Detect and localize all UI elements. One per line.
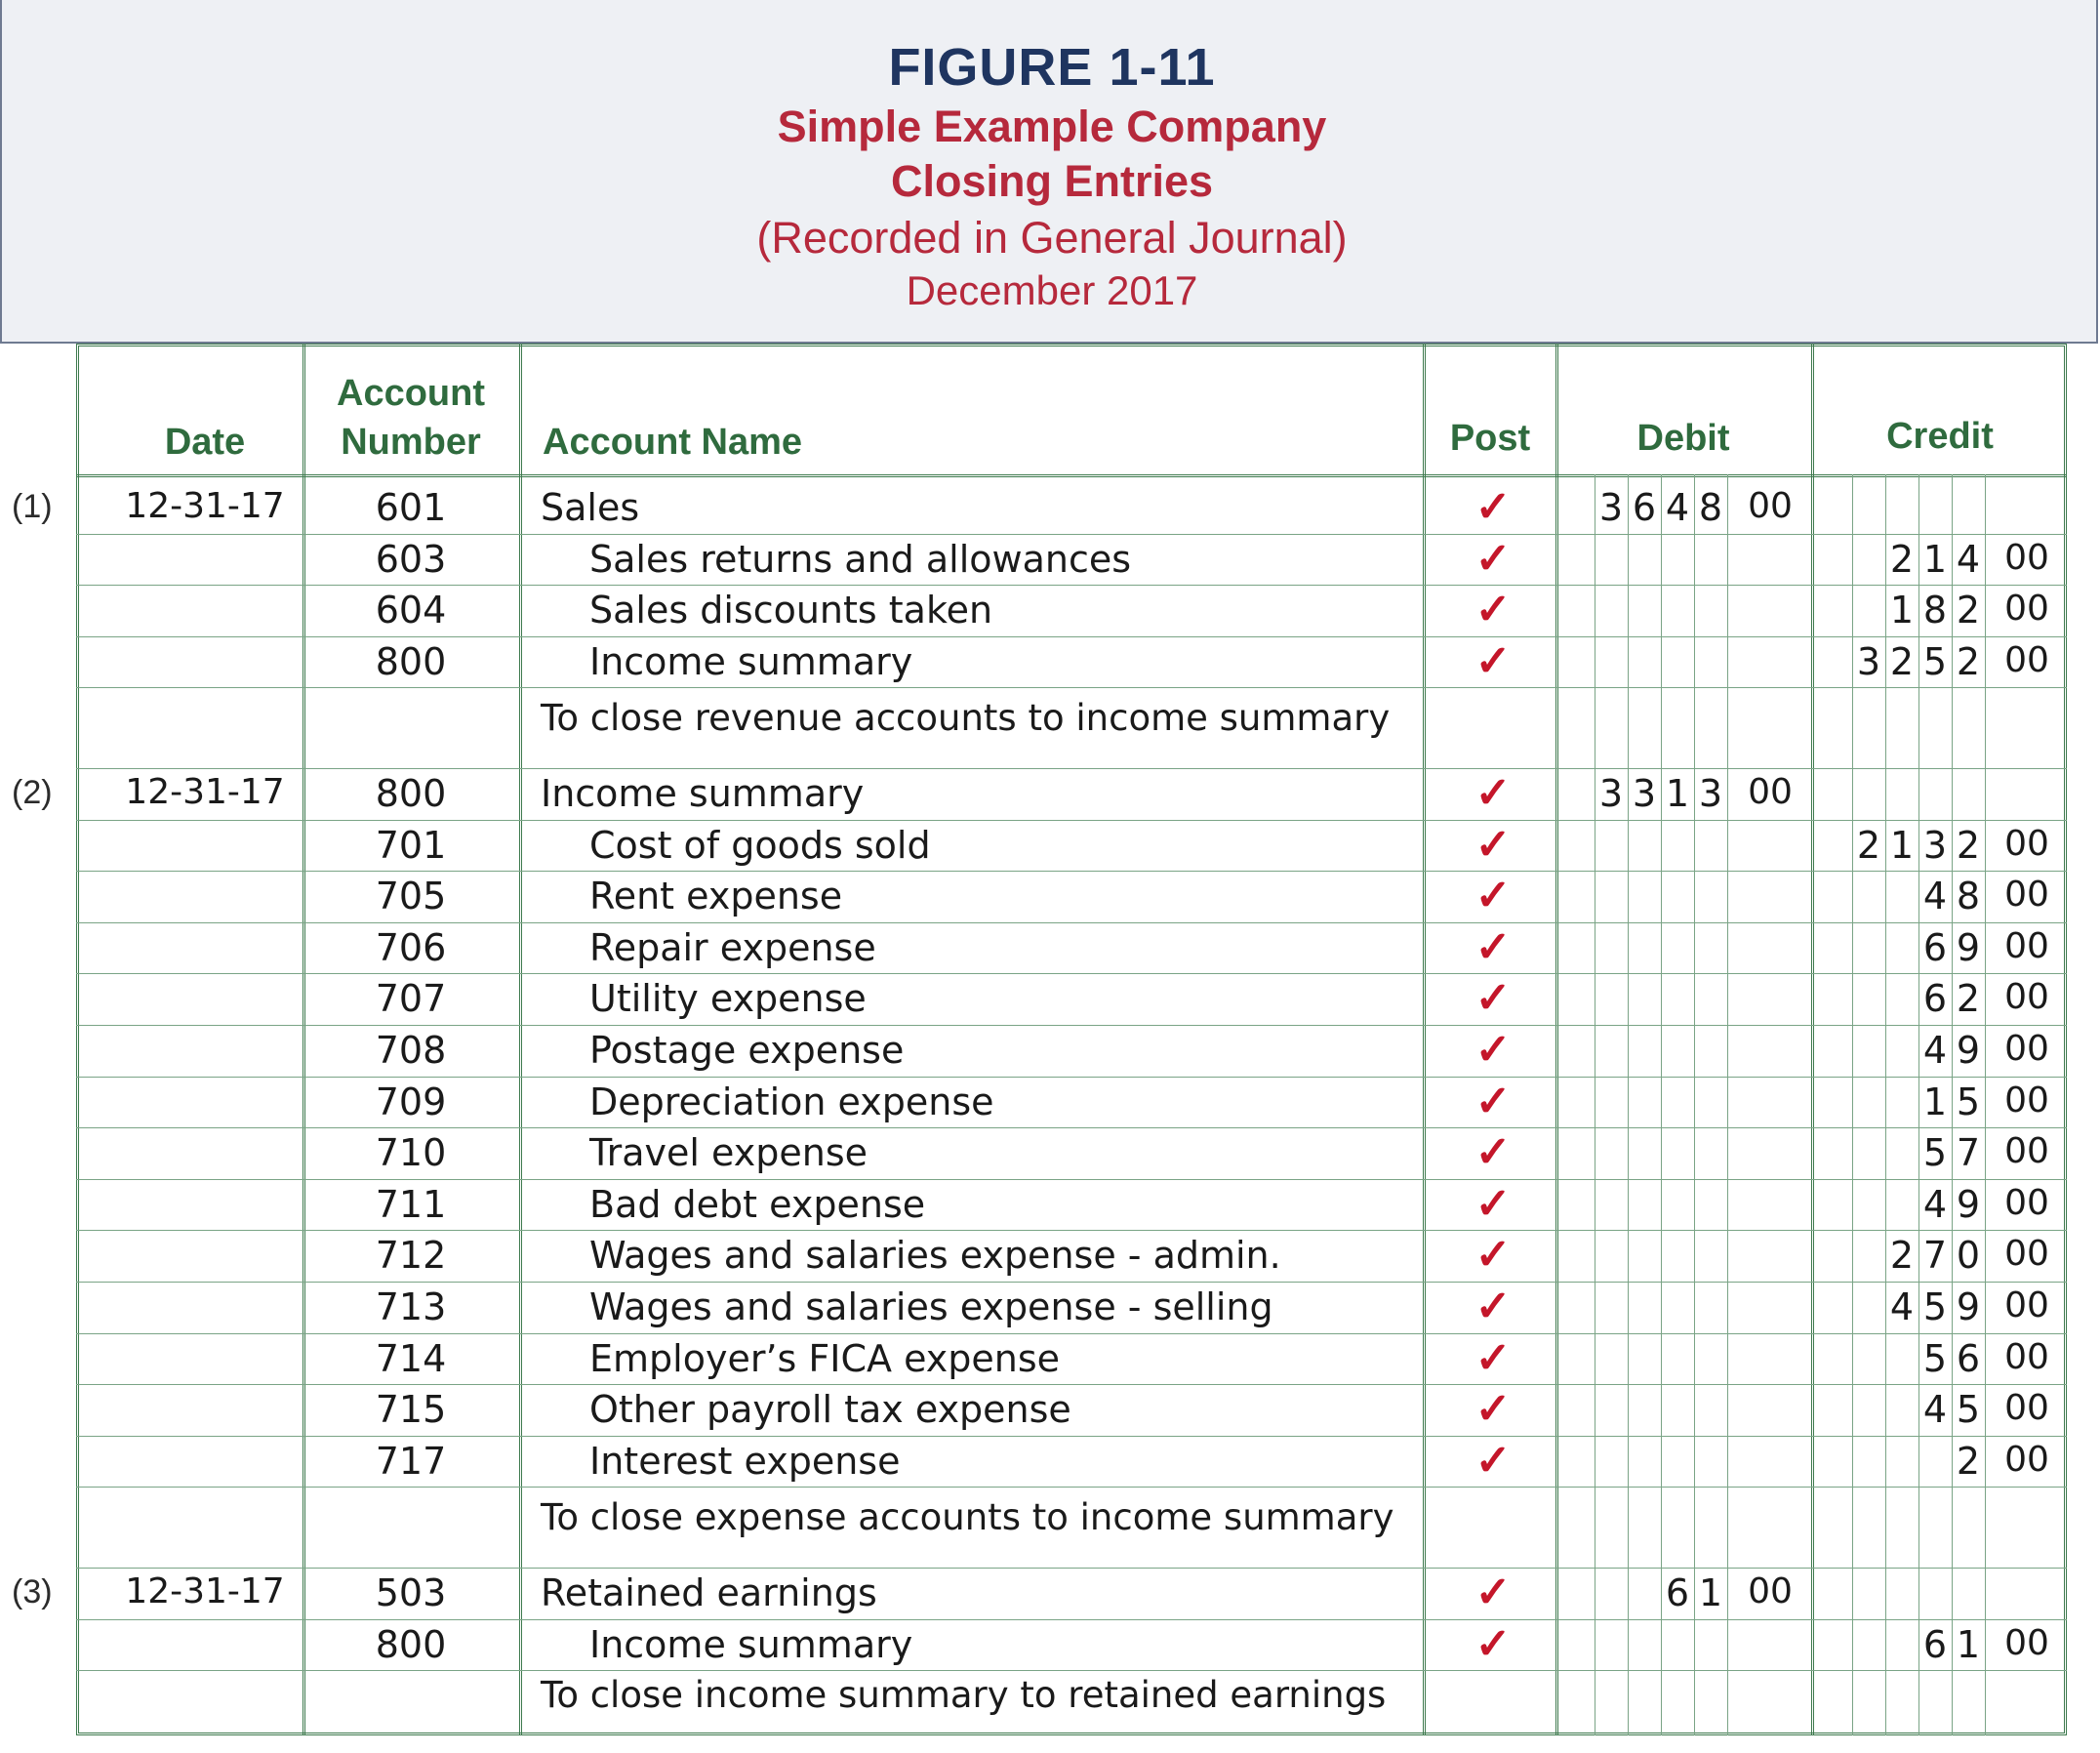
col-debit: Debit: [1636, 418, 1730, 459]
debit-digit: 1: [1698, 1571, 1723, 1614]
figure-header: [0, 0, 2098, 344]
account-name: Sales discounts taken: [589, 589, 993, 632]
row-line: [76, 1384, 2067, 1385]
row-line: [76, 1487, 2067, 1488]
posted-check-icon: ✓: [1474, 1179, 1512, 1228]
credit-digit: 4: [1956, 537, 1981, 581]
account-name: Retained earnings: [541, 1571, 877, 1614]
account-number: 604: [375, 589, 447, 632]
account-name: Depreciation expense: [589, 1080, 994, 1123]
credit-cents: 00: [2004, 1388, 2049, 1429]
debit-digit: 3: [1598, 772, 1624, 815]
credit-digit: 7: [1956, 1131, 1981, 1175]
entry-number: (1): [12, 488, 53, 525]
figure-number: FIGURE 1-11: [888, 38, 1216, 97]
account-number: 601: [375, 486, 447, 529]
row-line: [76, 1670, 2067, 1671]
account-name: Utility expense: [589, 977, 867, 1021]
account-name: Income summary: [589, 639, 913, 683]
row-line: [76, 871, 2067, 872]
row-line: [76, 687, 2067, 688]
account-name: Wages and salaries expense - selling: [589, 1285, 1273, 1328]
credit-digit: 2: [1956, 589, 1981, 632]
posted-check-icon: ✓: [1474, 769, 1512, 817]
account-number: 714: [375, 1336, 447, 1380]
credit-digit: 2: [1956, 639, 1981, 683]
account-name: Interest expense: [589, 1439, 901, 1483]
account-number: 708: [375, 1029, 447, 1072]
credit-digit: 2: [1889, 639, 1915, 683]
credit-digit: 7: [1922, 1234, 1948, 1278]
credit-digit: 1: [1956, 1622, 1981, 1666]
credit-digit: 6: [1922, 1622, 1948, 1666]
posted-check-icon: ✓: [1474, 1077, 1512, 1125]
credit-digit: 2: [1889, 537, 1915, 581]
account-number: 705: [375, 875, 447, 918]
credit-cents: 00: [2004, 1080, 2049, 1121]
debit-cents: 00: [1748, 486, 1793, 526]
posted-check-icon: ✓: [1474, 586, 1512, 634]
credit-digit: 9: [1956, 925, 1981, 969]
debit-digit-line: [1661, 474, 1662, 1735]
posted-check-icon: ✓: [1474, 974, 1512, 1023]
credit-digit: 5: [1922, 1336, 1948, 1380]
credit-digit: 5: [1922, 1285, 1948, 1328]
posted-check-icon: ✓: [1474, 1569, 1512, 1616]
account-name: Sales: [541, 486, 640, 529]
credit-digit: 8: [1922, 589, 1948, 632]
statement-title: Closing Entries: [890, 156, 1214, 206]
credit-cents: 00: [2004, 1234, 2049, 1275]
entry-date: 12-31-17: [125, 486, 285, 526]
credit-digit-line: [1985, 474, 1986, 1735]
row-line: [76, 1282, 2067, 1283]
credit-digit: 6: [1922, 977, 1948, 1021]
account-name: Other payroll tax expense: [589, 1388, 1071, 1432]
debit-digit: 4: [1665, 486, 1690, 529]
account-number: 711: [375, 1182, 447, 1226]
row-line: [76, 768, 2067, 769]
posted-check-icon: ✓: [1474, 1231, 1512, 1280]
row-line: [76, 534, 2067, 535]
debit-digit-line: [1628, 474, 1629, 1735]
credit-digit: 4: [1922, 1182, 1948, 1226]
column-divider: [519, 344, 522, 1735]
account-name: Wages and salaries expense - admin.: [589, 1234, 1281, 1278]
posted-check-icon: ✓: [1474, 1283, 1512, 1330]
row-line: [76, 1436, 2067, 1437]
account-name: Repair expense: [589, 925, 876, 969]
credit-digit: 1: [1889, 589, 1915, 632]
credit-digit: 2: [1889, 1234, 1915, 1278]
account-number: 800: [375, 639, 447, 683]
debit-cents: 00: [1748, 772, 1793, 812]
credit-digit: 0: [1956, 1234, 1981, 1278]
debit-digit: 6: [1632, 486, 1657, 529]
entry-number: (3): [12, 1573, 53, 1610]
row-line: [76, 1025, 2067, 1026]
debit-digit: 6: [1665, 1571, 1690, 1614]
entry-number: (2): [12, 774, 53, 811]
col-account-number-1: Account: [337, 373, 485, 414]
row-line: [76, 820, 2067, 821]
statement-subtitle: (Recorded in General Journal): [756, 213, 1348, 263]
account-number: 715: [375, 1388, 447, 1432]
row-line: [76, 636, 2067, 637]
posted-check-icon: ✓: [1474, 1333, 1512, 1382]
credit-digit: 5: [1956, 1388, 1981, 1432]
entry-explanation: To close income summary to retained earnings: [541, 1674, 1387, 1717]
row-line: [76, 1127, 2067, 1128]
credit-cents: 00: [2004, 589, 2049, 630]
row-line: [76, 1333, 2067, 1334]
entry-date: 12-31-17: [125, 1571, 285, 1611]
account-number: 603: [375, 537, 447, 581]
account-number: 503: [375, 1571, 447, 1614]
posted-check-icon: ✓: [1474, 820, 1512, 869]
account-name: Employer’s FICA expense: [589, 1336, 1061, 1380]
debit-cents: 00: [1748, 1571, 1793, 1611]
account-name: Bad debt expense: [589, 1182, 926, 1226]
account-name: Sales returns and allowances: [589, 537, 1132, 581]
account-number: 707: [375, 977, 447, 1021]
entry-date: 12-31-17: [125, 772, 285, 812]
account-name: Postage expense: [589, 1029, 905, 1072]
header-divider: [76, 474, 2067, 477]
account-number: 709: [375, 1080, 447, 1123]
account-number: 800: [375, 772, 447, 815]
debit-digit-line: [1694, 474, 1695, 1735]
posted-check-icon: ✓: [1474, 1385, 1512, 1434]
credit-digit: 4: [1922, 1388, 1948, 1432]
column-divider: [1811, 344, 1814, 1735]
credit-digit: 2: [1856, 823, 1881, 867]
row-line: [76, 973, 2067, 974]
account-number: 713: [375, 1285, 447, 1328]
credit-digit: 5: [1922, 639, 1948, 683]
debit-digit: 3: [1598, 486, 1624, 529]
credit-digit: 5: [1956, 1080, 1981, 1123]
col-account-number-2: Number: [341, 422, 481, 463]
credit-cents: 00: [2004, 537, 2049, 578]
credit-cents: 00: [2004, 823, 2049, 864]
posted-check-icon: ✓: [1474, 1619, 1512, 1668]
posted-check-icon: ✓: [1474, 1026, 1512, 1074]
debit-digit: 8: [1698, 486, 1723, 529]
credit-digit: 3: [1922, 823, 1948, 867]
credit-digit: 2: [1956, 823, 1981, 867]
column-divider: [1423, 344, 1426, 1735]
posted-check-icon: ✓: [1474, 872, 1512, 920]
credit-cents: 00: [2004, 1029, 2049, 1069]
credit-digit: 4: [1922, 1029, 1948, 1072]
account-number: 701: [375, 823, 447, 867]
row-line: [76, 585, 2067, 586]
credit-digit: 9: [1956, 1285, 1981, 1328]
row-line: [76, 1619, 2067, 1620]
credit-digit: 1: [1922, 537, 1948, 581]
credit-cents: 00: [2004, 925, 2049, 966]
credit-cents: 00: [2004, 977, 2049, 1018]
credit-digit: 2: [1956, 977, 1981, 1021]
credit-digit: 3: [1856, 639, 1881, 683]
col-credit: Credit: [1886, 416, 1994, 457]
row-line: [76, 922, 2067, 923]
credit-digit: 4: [1889, 1285, 1915, 1328]
account-name: Cost of goods sold: [589, 823, 931, 867]
credit-cents: 00: [2004, 1182, 2049, 1223]
credit-cents: 00: [2004, 639, 2049, 680]
credit-digit: 9: [1956, 1182, 1981, 1226]
account-number: 710: [375, 1131, 447, 1175]
account-name: Rent expense: [589, 875, 843, 918]
credit-digit: 1: [1889, 823, 1915, 867]
credit-digit: 6: [1956, 1336, 1981, 1380]
credit-digit: 2: [1956, 1439, 1981, 1483]
account-number: 706: [375, 925, 447, 969]
posted-check-icon: ✓: [1474, 483, 1512, 531]
row-line: [76, 1077, 2067, 1078]
account-number: 717: [375, 1439, 447, 1483]
posted-check-icon: ✓: [1474, 534, 1512, 583]
debit-digit: 1: [1665, 772, 1690, 815]
posted-check-icon: ✓: [1474, 636, 1512, 685]
credit-cents: 00: [2004, 1285, 2049, 1325]
row-line: [76, 1179, 2067, 1180]
posted-check-icon: ✓: [1474, 1128, 1512, 1177]
account-number: 712: [375, 1234, 447, 1278]
posted-check-icon: ✓: [1474, 922, 1512, 971]
credit-cents: 00: [2004, 1336, 2049, 1377]
company-name: Simple Example Company: [777, 102, 1327, 151]
entry-explanation: To close expense accounts to income summary: [541, 1496, 1394, 1539]
credit-cents: 00: [2004, 875, 2049, 916]
credit-digit: 8: [1956, 875, 1981, 918]
credit-cents: 00: [2004, 1622, 2049, 1663]
credit-cents: 00: [2004, 1131, 2049, 1172]
account-name: Travel expense: [589, 1131, 868, 1175]
debit-digit: 3: [1698, 772, 1723, 815]
credit-digit: 9: [1956, 1029, 1981, 1072]
row-line: [76, 1230, 2067, 1231]
entry-explanation: To close revenue accounts to income summary: [541, 697, 1391, 740]
column-divider: [1555, 344, 1558, 1735]
row-line: [76, 1568, 2067, 1569]
credit-digit: 5: [1922, 1131, 1948, 1175]
account-name: Income summary: [541, 772, 865, 815]
column-divider: [303, 344, 305, 1735]
credit-digit: 4: [1922, 875, 1948, 918]
credit-digit: 1: [1922, 1080, 1948, 1123]
col-post: Post: [1449, 418, 1531, 459]
account-name: Income summary: [589, 1622, 913, 1666]
account-number: 800: [375, 1622, 447, 1666]
statement-period: December 2017: [906, 267, 1198, 313]
credit-cents: 00: [2004, 1439, 2049, 1480]
col-date: Date: [164, 422, 246, 463]
col-account-name: Account Name: [543, 422, 803, 463]
credit-digit: 6: [1922, 925, 1948, 969]
debit-digit: 3: [1632, 772, 1657, 815]
debit-digit-line: [1727, 474, 1728, 1735]
posted-check-icon: ✓: [1474, 1436, 1512, 1485]
